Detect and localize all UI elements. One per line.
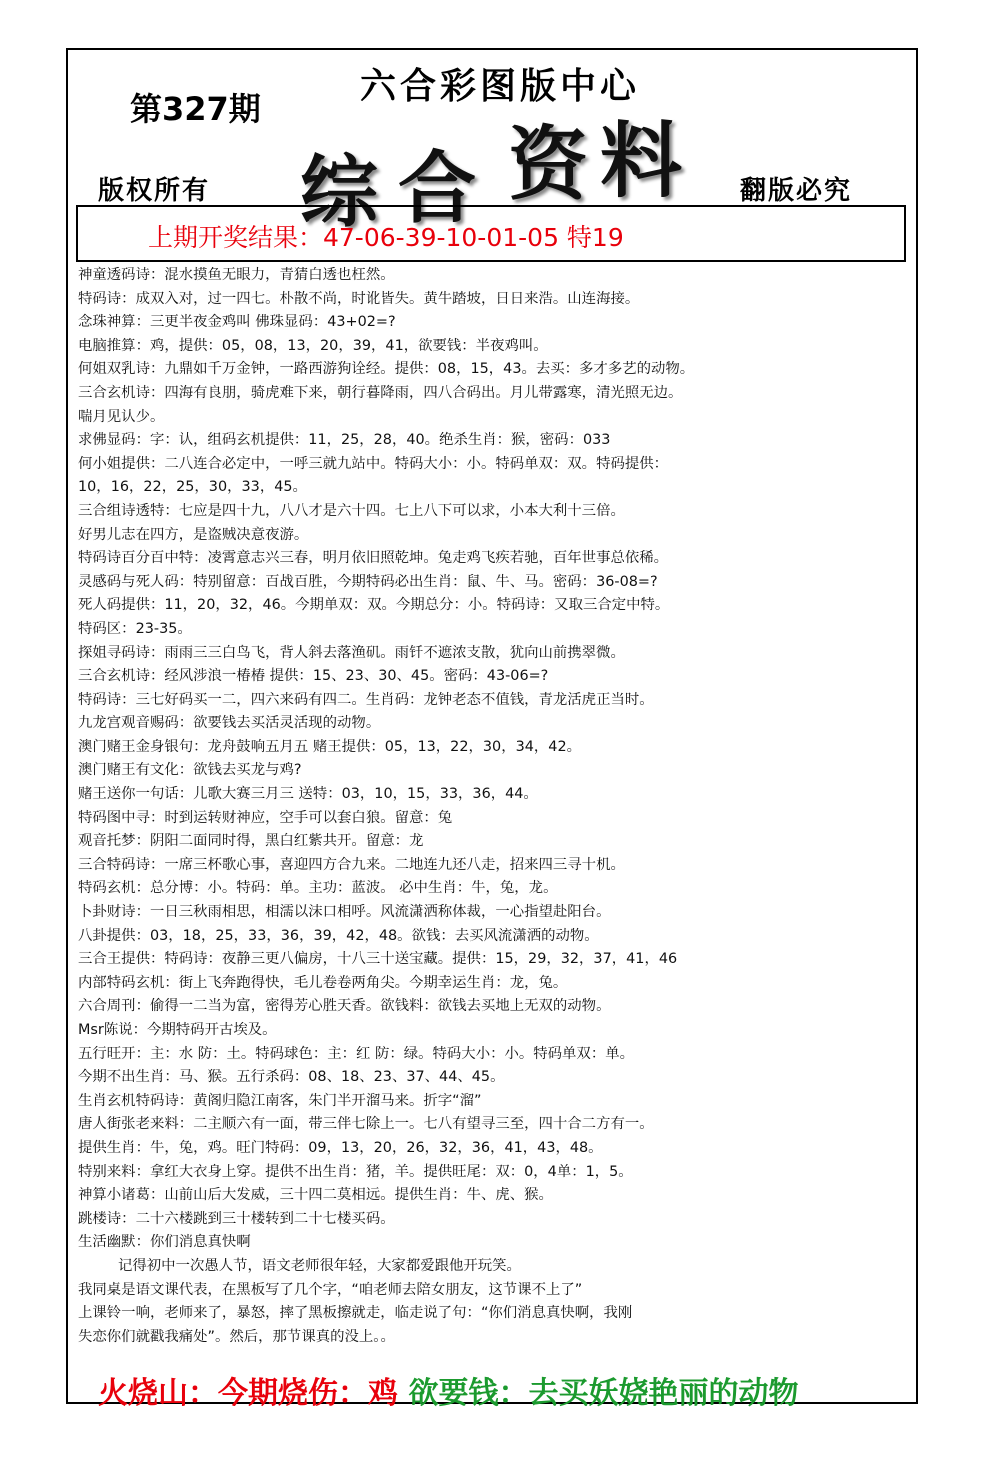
content-line: 神童透码诗：混水摸鱼无眼力，青猜白透也枉然。 (78, 267, 395, 283)
top-title: 六合彩图版中心 (360, 65, 641, 107)
content-line: 澳门赌王有文化：欲钱去买龙与鸡? (78, 762, 302, 779)
bottom-green-text: 欲要钱：去买妖娆艳丽的动物 (408, 1376, 799, 1411)
content-line: 灵感码与死人码：特别留意：百战百胜，今期特码必出生肖：鼠、牛、马。密码：36-08=? (78, 573, 658, 590)
content-line: 赌王送你一句话：儿歌大赛三月三 送特：03，10，15，33，36，44。 (78, 786, 538, 803)
content-line: 特码诗百分百中特：凌霄意志兴三春，明月依旧照乾坤。兔走鸡飞疾若驰，百年世事总依稀。 (78, 550, 669, 567)
content-line: 三合玄机诗：经风涉浪一椿椿 提供：15、23、30、45。密码：43-06=? (78, 668, 549, 685)
content-line: 电脑推算：鸡，提供：05，08，13，20，39，41，欲要钱：半夜鸡叫。 (78, 337, 548, 354)
content-line: 失恋你们就戳我痛处”。然后，那节课真的没上。。 (78, 1328, 395, 1345)
content-line: 念珠神算：三更半夜金鸡叫 佛珠显码：43+02=? (78, 314, 396, 331)
copyright-tag: 版权所有 (98, 176, 211, 206)
content-line: 今期不出生肖：马、猴。五行杀码：08、18、23、37、44、45。 (78, 1069, 505, 1086)
content-line: 三合王提供：特码诗：夜静三更八偏房，十八三十送宝藏。提供：15，29，32，37，41，46 (78, 951, 678, 968)
content-line: 好男儿志在四方，是盗贼决意夜游。 (78, 526, 309, 543)
content-line: 三合组诗透特：七应是四十九，八八才是六十四。七上八下可以求，小本大利十三倍。 (78, 502, 625, 519)
big-title-char-3: 资 (508, 117, 588, 211)
content-line: 生肖玄机特码诗：黄阁归隐江南客，朱门半开溜马来。折字“溜” (78, 1092, 482, 1109)
content-line: 求佛显码：字：认，组码玄机提供：11，25，28，40。绝杀生肖：猴，密码：033 (78, 432, 611, 449)
big-title-char-1: 综 (300, 147, 379, 238)
last-draw-result-box (76, 205, 906, 262)
content-line: 卜卦财诗：一日三秋雨相思，相濡以沫口相呼。风流潇洒称体裁，一心指望赴阳台。 (78, 904, 611, 921)
content-line: 探姐寻码诗：雨雨三三白鸟飞，背人斜去落渔矶。雨钎不遮浓支散，犹向山前携翠微。 (78, 644, 625, 661)
last-draw-result: 上期开奖结果：47-06-39-10-01-05 特19 (148, 223, 624, 252)
content-line: 唐人街张老来料：二主顺六有一面，带三伴七除上一。七八有望寻三至，四十合二方有一。 (78, 1116, 654, 1133)
content-line: 八卦提供：03，18，25，33，36，39，42，48。欲钱：去买风流潇洒的动物。 (78, 927, 599, 944)
content-line: 三合特码诗：一席三杯歌心事，喜迎四方合九来。二地连九还八走，招来四三寻十机。 (78, 856, 625, 873)
content-line: 六合周刊：偷得一二当为富，密得芳心胜天香。欲钱料：欲钱去买地上无双的动物。 (78, 998, 611, 1015)
content-line: 生活幽默：你们消息真快啊 (78, 1234, 251, 1251)
content-line: 上课铃一响，老师来了，暴怒，摔了黑板擦就走，临走说了句：“你们消息真快啊，我刚 (78, 1305, 633, 1322)
content-line: 内部特码玄机：街上飞奔跑得快，毛儿卷卷两角尖。今期幸运生肖：龙，兔。 (78, 974, 568, 991)
content-line: 喘月见认少。 (78, 408, 165, 425)
content-line: 特码区：23-35。 (78, 620, 192, 637)
content-line: 何姐双乳诗：九鼎如千万金钟，一路西游狗诠经。提供：08，15，43。去买：多才多艺的动物。 (78, 361, 695, 378)
big-title-char-4: 料 (600, 113, 683, 209)
content-line: 何小姐提供：二八连合必定中，一呼三就九站中。特码大小：小。特码单双：双。特码提供： (78, 455, 669, 472)
piracy-warning-tag: 翻版必究 (740, 176, 853, 206)
content-line: 神算小诸葛：山前山后大发威，三十四二莫相远。提供生肖：牛、虎、猴。 (78, 1187, 553, 1204)
content-line: 特码诗：成双入对，过一四七。朴散不尚，时讹皆失。黄牛踏坡，日日来浩。山连海接。 (78, 290, 640, 307)
content-lines (78, 264, 908, 1349)
content-line: 跳楼诗：二十六楼跳到三十楼转到二十七楼买码。 (78, 1210, 395, 1227)
content-line: 特码玄机：总分博：小。特码：单。主功：蓝波。 必中生肖：牛，兔，龙。 (78, 880, 558, 897)
content-line: 澳门赌王金身银句：龙舟鼓响五月五 赌王提供：05，13，22，30，34，42。 (78, 738, 581, 755)
bottom-red-text: 火烧山：今期烧伤：鸡 (98, 1376, 398, 1411)
big-title-char-2: 合 (398, 143, 477, 234)
content-line: 我同桌是语文课代表，在黑板写了几个字，“咱老师去陪女朋友，这节课不上了” (78, 1281, 583, 1298)
content-line: 提供生肖：牛，兔，鸡。旺门特码：09，13，20，26，32，36，41，43，48。 (78, 1139, 603, 1156)
content-line: 九龙宫观音赐码：欲要钱去买活灵活现的动物。 (78, 715, 381, 732)
issue-number: 第327期 (130, 90, 261, 128)
content-line: 记得初中一次愚人节，语文老师很年轻，大家都爱跟他开玩笑。 (118, 1257, 521, 1274)
content-line: Msr陈说：今期特码开古埃及。 (78, 1022, 277, 1038)
content-line: 五行旺开：主：水 防：土。特码球色：主：红 防：绿。特码大小：小。特码单双：单。 (78, 1045, 634, 1062)
content-line: 特码诗：三七好码买一二，四六来码有四二。生肖码：龙钟老态不值钱，青龙活虎正当时。 (78, 691, 654, 708)
content-line: 特别来料：拿红大衣身上穿。提供不出生肖：猪，羊。提供旺尾：双：0，4单：1，5。 (78, 1163, 633, 1180)
content-line: 死人码提供：11，20，32，46。今期单双：双。今期总分：小。特码诗：又取三合定中特。 (78, 597, 670, 614)
content-line: 特码图中寻：时到运转财神应，空手可以套白狼。留意：兔 (78, 809, 453, 826)
bottom-banner (98, 1368, 798, 1412)
content-line: 观音托梦：阴阳二面同时得，黑白红紫共开。留意：龙 (78, 833, 424, 850)
content-line: 10，16，22，25，30，33，45。 (78, 479, 307, 496)
content-line: 三合玄机诗：四海有良朋，骑虎难下来，朝行暮降雨，四八合码出。月儿带露寒，清光照无边。 (78, 384, 683, 401)
